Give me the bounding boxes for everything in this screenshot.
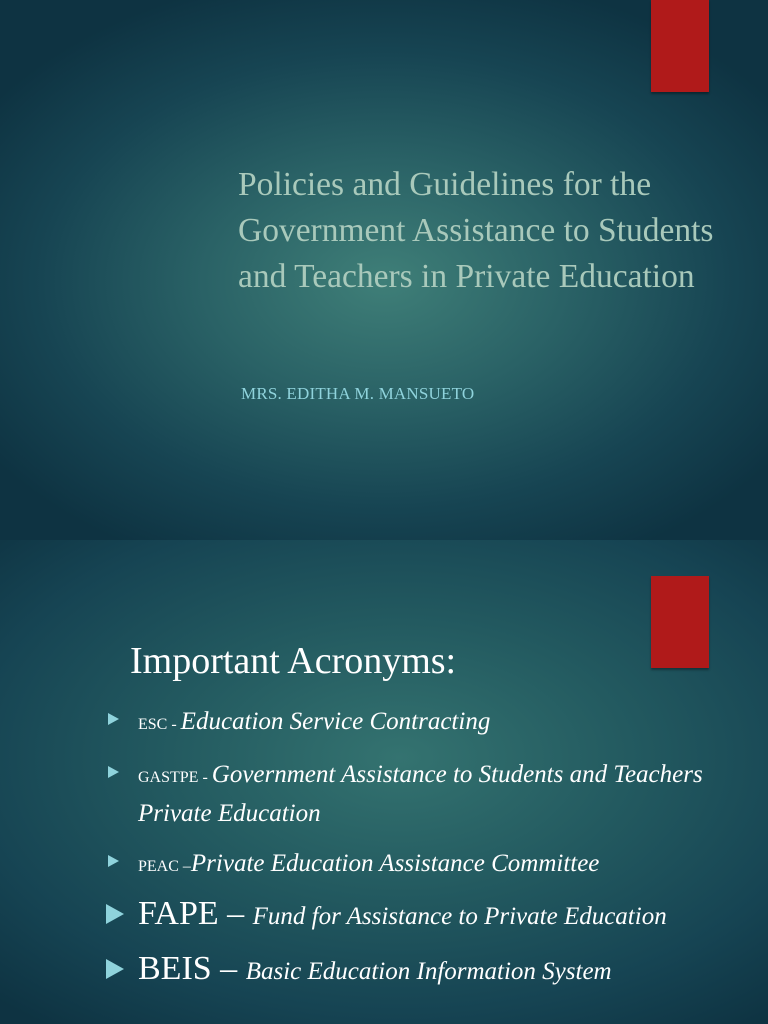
acronym-definition: Private Education Assistance Committee [190,850,600,877]
list-item [108,757,738,832]
list-item [108,950,738,991]
red-accent-bar [651,576,709,668]
triangle-bullet-icon [106,959,124,979]
acronym: FAPE – [138,895,253,932]
slide-title: Policies and Guidelines for the Government Assistance to Students and Teachers in Private Education [238,166,714,295]
acronym: PEAC – [138,858,191,875]
acronym-definition: Fund for Assistance to Private Education [252,903,667,930]
list-item [108,846,738,885]
triangle-bullet-icon [108,713,119,725]
red-accent-bar [651,0,709,92]
slide-title: Important Acronyms: [130,640,457,682]
list-item [108,704,738,743]
acronym-definition: Government Assistance to Students and Teachers Private Education [138,761,703,827]
acronym-definition: Basic Education Information System [245,958,612,985]
acronym: ESC - [138,716,181,733]
triangle-bullet-icon [108,766,119,778]
acronyms-slide [0,540,768,1024]
acronym: GASTPE - [138,769,212,786]
acronym-list [108,704,738,991]
presenter-name: MRS. EDITHA M. MANSUETO [241,384,475,403]
triangle-bullet-icon [108,855,119,867]
list-item [108,895,738,936]
acronym: BEIS – [138,950,246,987]
triangle-bullet-icon [106,904,124,924]
acronym-definition: Education Service Contracting [180,708,491,735]
